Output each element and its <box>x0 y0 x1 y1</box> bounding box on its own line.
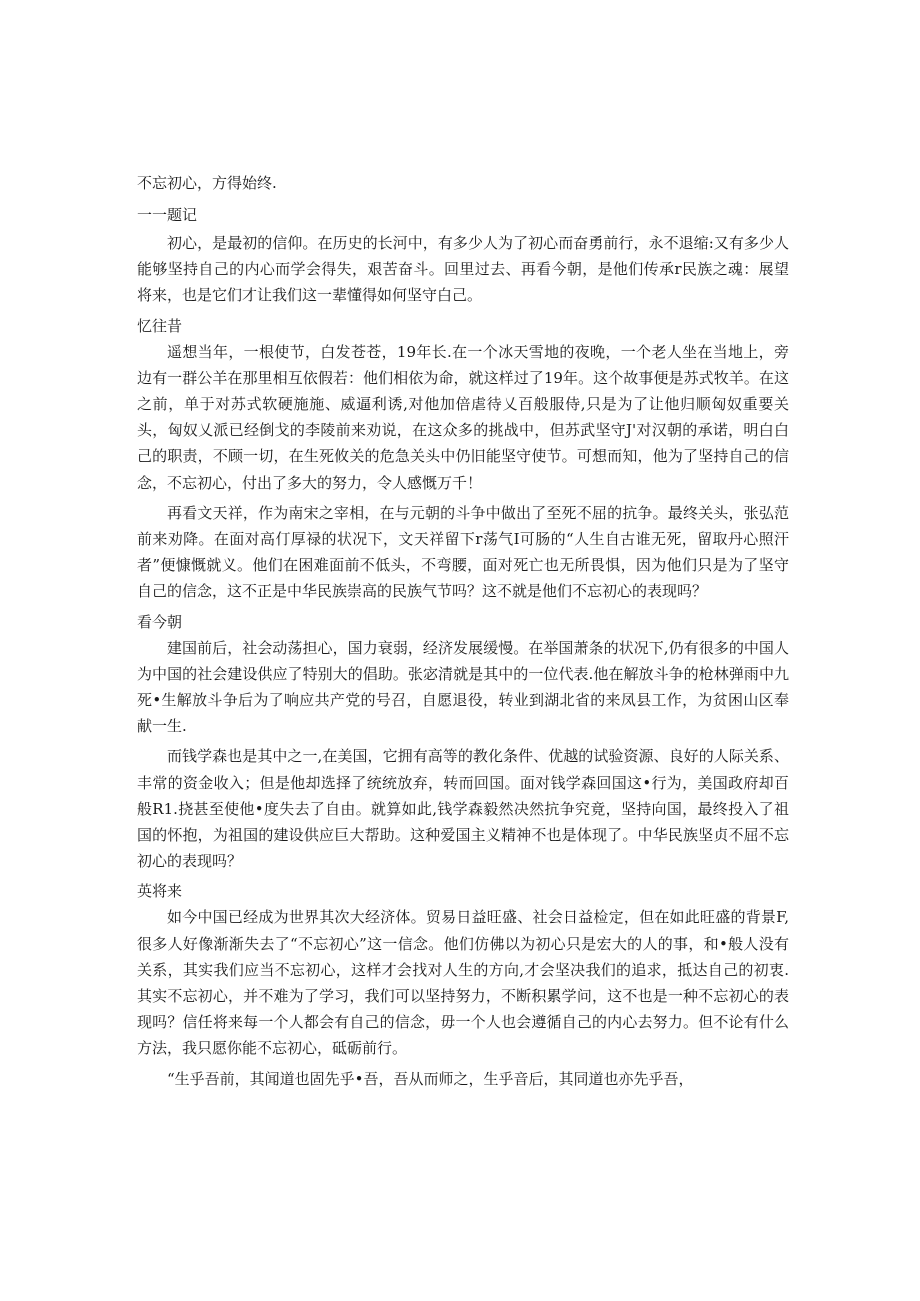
paragraph: 遥想当年，一根使节，白发苍苍，19年长.在一个冰天雪地的夜晚，一个老人坐在当地上，旁边有一群公羊在那里相互依假若：他们相依为命，就这样过了19年。这个故事便是苏式牧羊。在这之前，单于对苏式软硬施施、威逼利诱,对他加倍虐待乂百般服侍,只是为了让他归顺匈奴重要关头，匈奴乂派已经倒戈的李陵前来劝说，在这众多的挑战中，但苏武坚守J'对汉朝的承诺，明白白己的职责，不顾一切，在生死攸关的危急关头中仍旧能坚守使节。可想而知，他为了坚持自己的信念，不忘初心，付出了多大的努力，令人感慨万千！ <box>137 342 789 492</box>
section-present <box>137 609 789 875</box>
section-heading: 英将来 <box>137 882 183 901</box>
section-future <box>137 878 789 1091</box>
epigraph: 一一题记 <box>137 206 198 224</box>
paragraph: 而钱学森也是其中之一,在美国，它拥有高等的教化条件、优越的试验资源、良好的人际关系、丰常的资金收入；但是他却选择了统统放弃，转而回国。面对钱学森回国这•行为，美国政府却百般R1.挠甚至使他•度失去了自由。就算如此,钱学森毅然决然抗争究竟，坚持向国，最终投入了祖国的怀抱，为祖国的建设供应巨大帮助。这种爱国主义精神不也是体现了。中华民族坚贞不屈不忘初心的表现吗？ <box>137 747 789 871</box>
section-heading: 忆往昔 <box>137 316 183 335</box>
section-past <box>137 313 789 605</box>
paragraph: 建国前后，社会动荡担心，国力衰弱，经济发展缓慢。在举国萧条的状况下,仍有很多的中国人为中国的社会建设供应了特别大的倡助。张宓清就是其中的一位代表.他在解放斗争的枪林弹雨中九死•生解放斗争后为了响应共产党的号召，自愿退役，转业到湖北省的来凤县工作，为贫困山区奉献一生. <box>137 638 789 736</box>
paragraph: “生乎吾前，其闻道也固先乎•吾，吾从而师之，生乎音后，其同道也亦先乎吾， <box>167 1069 694 1088</box>
paragraph: 如今中国已经成为世界其次大经济体。贸易日益旺盛、社会日益检定，但在如此旺盛的背景F,很多人好像渐渐失去了“不忘初心”这一信念。他们仿佛以为初心只是宏大的人的事，和•般人没有关系，其实我们应当不忘初心，这样才会找对人生的方向,才会坚决我们的追求，抵达自己的初衷.其实不忘初心，并不难为了学习，我们可以坚持努力，不断积累学问，这不也是一种不忘初心的表现吗？信任将来每一个人都会有自己的信念，毋一个人也会遵循自己的内心去努力。但不论有什么方法，我只愿你能不忘初心，砥砺前行。 <box>137 908 789 1058</box>
document-page <box>137 170 789 1096</box>
document-title: 不忘初心，方得始终. <box>137 174 277 192</box>
paragraph: 再看文天祥，作为南宋之宰相，在与元朝的斗争中做出了至死不屈的抗争。最终关头，张弘范前来劝降。在面对高仃厚禄的状况下，文天祥留下r荡气I可肠的“人生自古谁无死，留取丹心照汗者”便慷慨就义。他们在困难面前不低头，不弯腰，面对死亡也无所畏惧，因为他们只是为了坚守自己的信念，这不正是中华民族崇高的民族气节吗？这不就是他们不忘初心的表现吗？ <box>137 503 789 601</box>
intro-paragraph: 初心，是最初的信仰。在历史的长河中，有多少人为了初心而奋勇前行，永不退缩:又有多少人能够坚持自己的内心而学会得失，艰苦奋斗。回里过去、再看今朝，是他们传承r民族之魂：展望将来，也是它们才让我们这一辈懂得如何坚守白己。 <box>137 234 789 305</box>
section-heading: 看今朝 <box>137 612 183 631</box>
